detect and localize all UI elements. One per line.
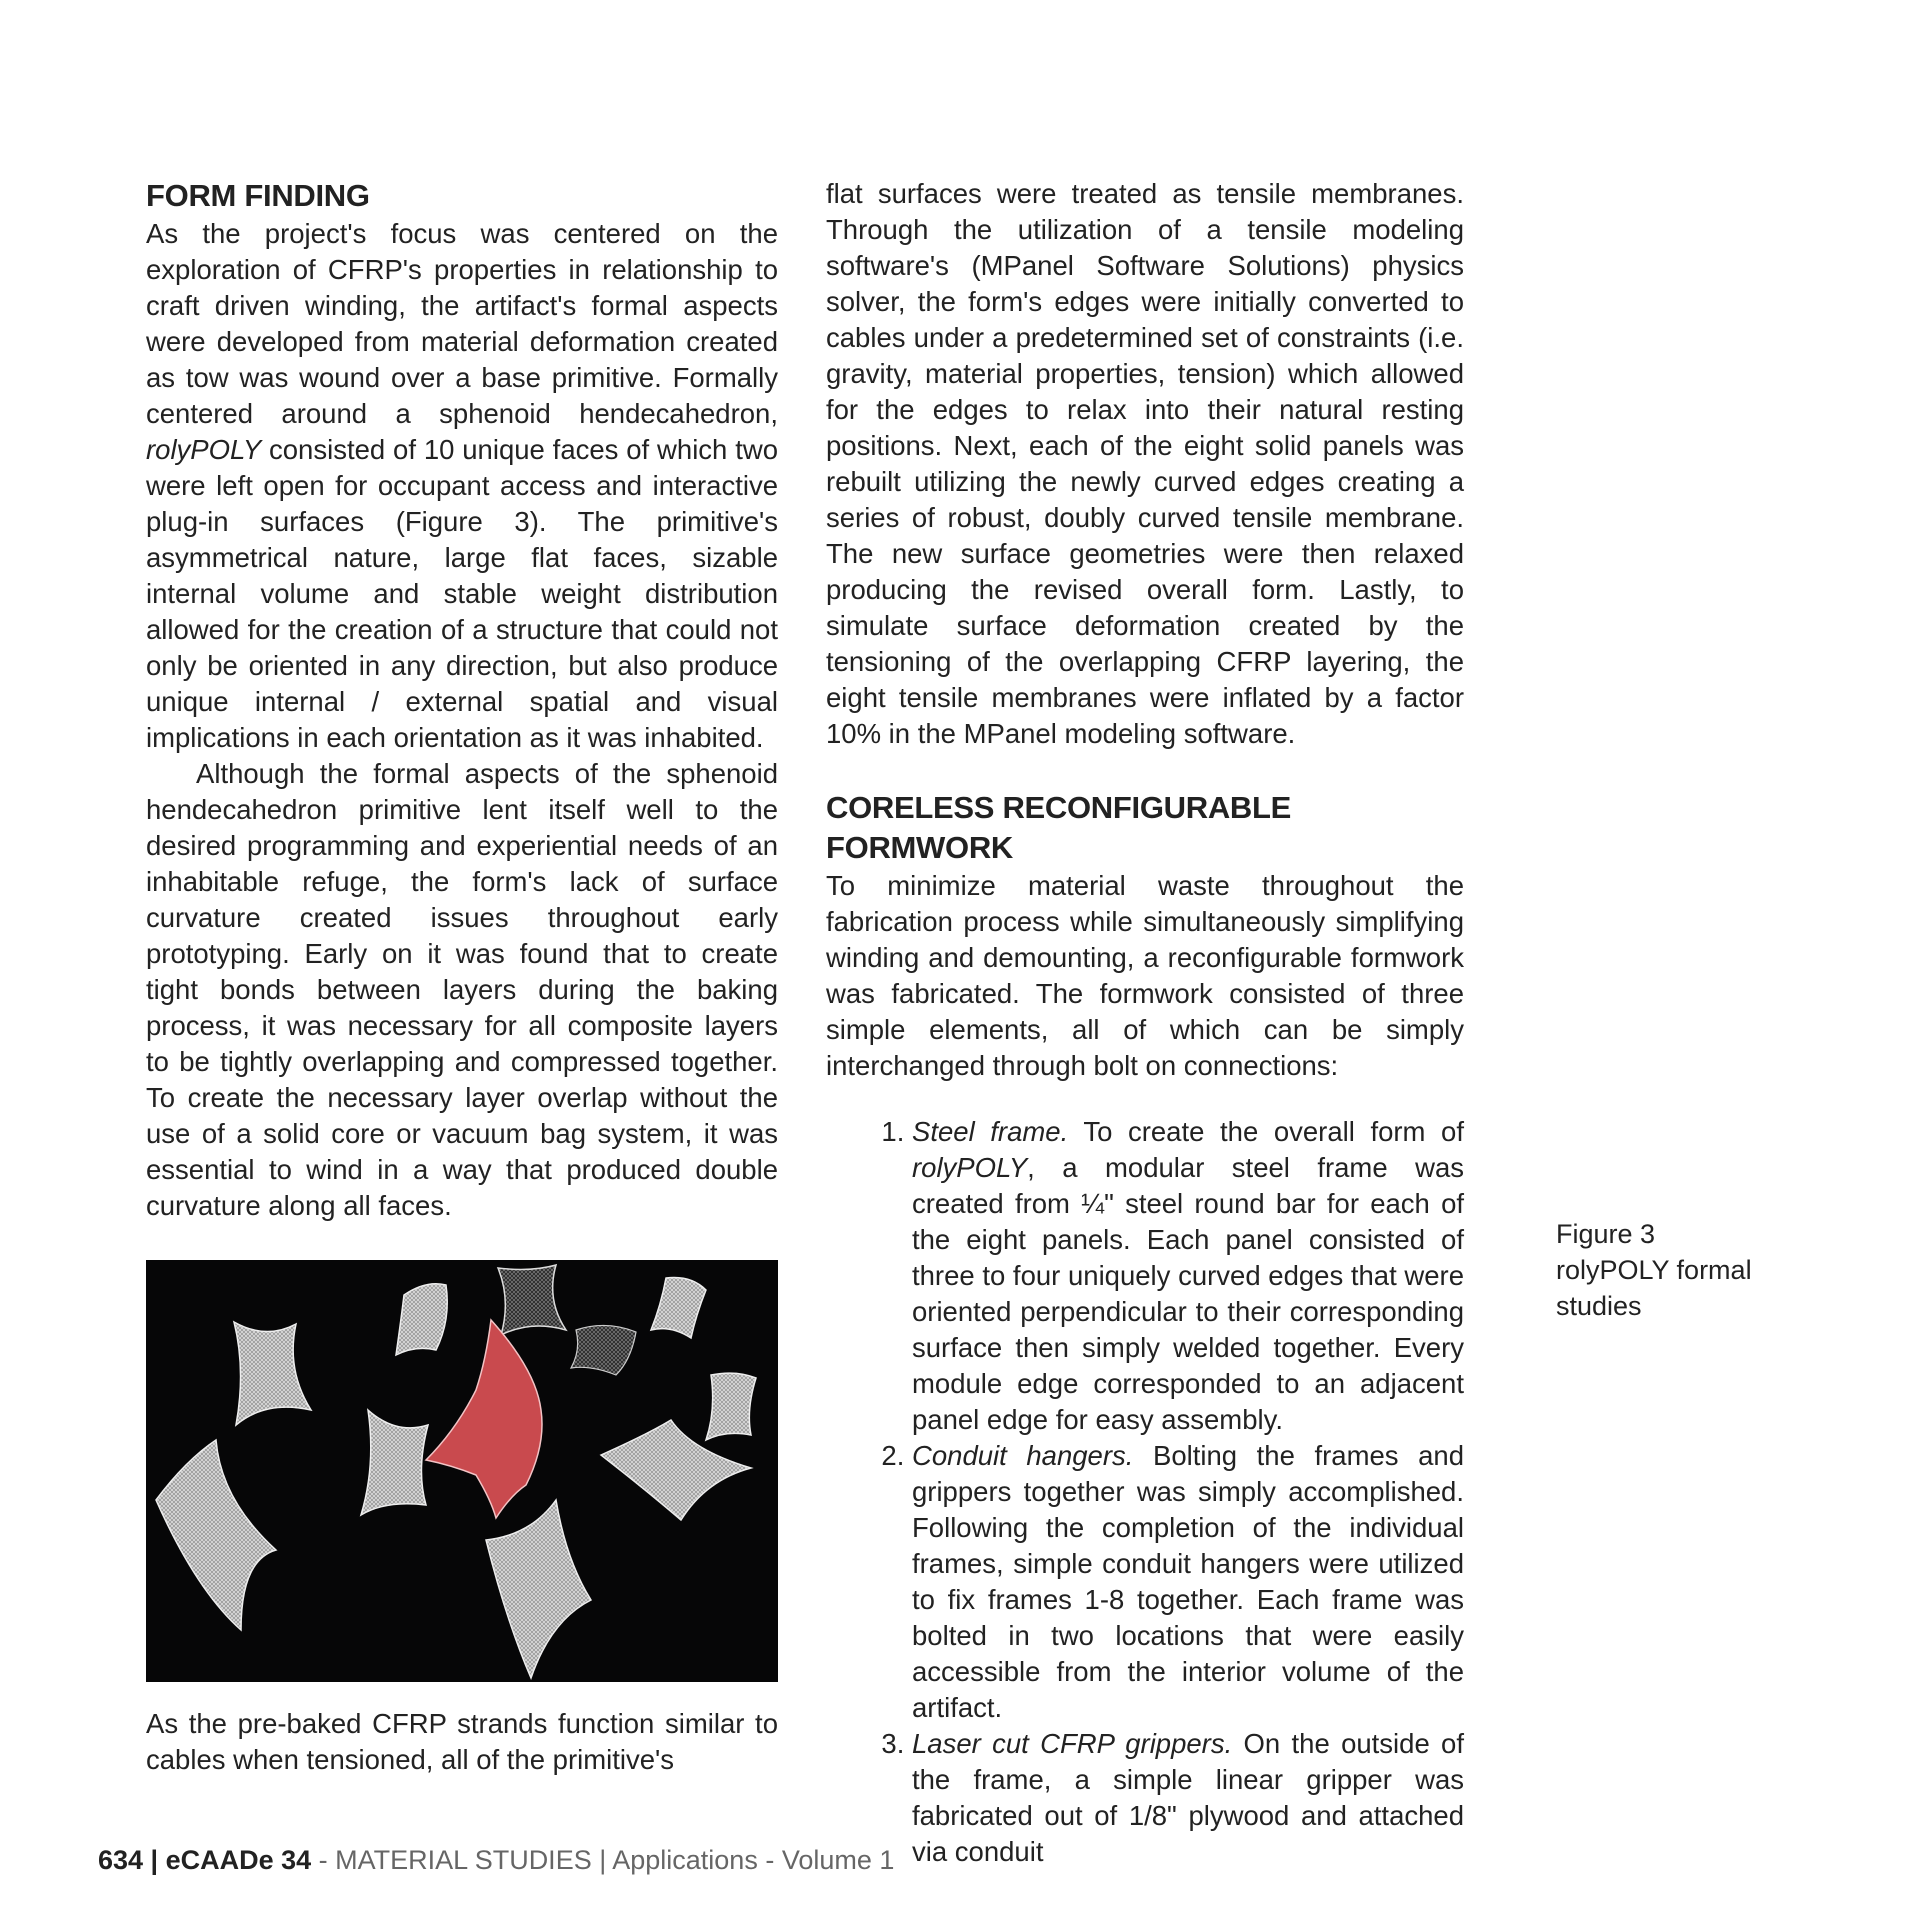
paragraph: To minimize material waste throughout the fabrication process while simultaneously simplifying winding and demounting, a reconfigurable formwork was fabricated. The formwork consisted of three simple elements, all of which can be simply interchanged through bolt on connections: (826, 870, 1464, 1081)
paragraph-text: consisted of 10 unique faces of which two were left open for occupant access and interactive plug-in surfaces (Figure 3). The primitive's asymmetrical nature, large flat faces, sizable internal volume and stable weight distribution allowed for the creation of a structure that could not only be oriented in any direction, but also produce unique internal / external spatial and visual implications in each orientation as it was inhabited. (146, 434, 778, 753)
caption-line: Figure 3 (1556, 1219, 1656, 1249)
list-item-text: , a modular steel frame was created from ¼" steel round bar for each of the eight panels. Each panel consisted of three to four uniquely curved edges that were oriented perpendicular to their corresponding surface then simply welded together. Every module edge corresponded to an adjacent panel edge for easy assembly. (912, 1152, 1464, 1435)
figure-caption (1556, 1216, 1796, 1324)
paragraph: As the pre-baked CFRP strands function similar to cables when tensioned, all of the primitive's (146, 1708, 778, 1775)
paragraph (146, 216, 778, 756)
caption-line: studies (1556, 1291, 1642, 1321)
list-item (912, 1438, 1464, 1726)
caption-line: rolyPOLY formal (1556, 1255, 1752, 1285)
italic-term: rolyPOLY (146, 434, 262, 465)
page-number: 634 | eCAADe 34 (98, 1845, 312, 1875)
list-item (912, 1114, 1464, 1438)
figure-3-image (146, 1260, 778, 1682)
section-title-coreless-formwork: CORELESS RECONFIGURABLE FORMWORK (826, 790, 1292, 865)
paragraph: Although the formal aspects of the sphenoid hendecahedron primitive lent itself well to the desired programming and experiential needs of an inhabitable refuge, the form's lack of surface curvature created issues throughout early prototyping. Early on it was found that to create tight bonds between layers during the baking process, it was necessary for all composite layers to be tightly overlapping and compressed together. To create the necessary layer overlap without the use of a solid core or vacuum bag system, it was essential to wind in a way that produced double curvature along all faces. (146, 758, 778, 1221)
running-footer: - MATERIAL STUDIES | Applications - Volume 1 (311, 1845, 895, 1875)
left-column (146, 176, 778, 1778)
list-item-text: Bolting the frames and grippers together was simply accomplished. Following the completion of the individual frames, simple conduit hangers were utilized to fix frames 1-8 together. Each frame was bolted in two locations that were easily accessible from the interior volume of the artifact. (912, 1440, 1464, 1723)
section-title-form-finding: FORM FINDING (146, 178, 370, 213)
list-item (912, 1726, 1464, 1870)
list-item-label: Steel frame. (912, 1116, 1069, 1147)
page-footer (98, 1842, 894, 1878)
paragraph: flat surfaces were treated as tensile membranes. Through the utilization of a tensile modeling software's (MPanel Software Solutions) physics solver, the form's edges were initially converted to cables under a predetermined set of constraints (i.e. gravity, material properties, tension) which allowed for the edges to relax into their natural resting positions. Next, each of the eight solid panels was rebuilt utilizing the newly curved edges creating a series of robust, doubly curved tensile membrane. The new surface geometries were then relaxed producing the revised overall form. Lastly, to simulate surface deformation created by the tensioning of the overlapping CFRP layering, the eight tensile membranes were inflated by a factor 10% in the MPanel modeling software. (826, 178, 1464, 749)
panel-shape (706, 1373, 756, 1440)
list-item-label: Laser cut CFRP grippers. (912, 1728, 1233, 1759)
list-item-text: To create the overall form of (1068, 1116, 1464, 1147)
italic-term: rolyPOLY (912, 1152, 1028, 1183)
paragraph-text: As the project's focus was centered on the exploration of CFRP's properties in relationship to craft driven winding, the artifact's formal aspects were developed from material deformation created as tow was wound over a base primitive. Formally centered around a sphenoid hendecahedron, (146, 218, 778, 429)
formwork-elements-list (826, 1114, 1464, 1870)
list-item-text: On the outside of the frame, a simple linear gripper was fabricated out of 1/8" plywood and attached via conduit (912, 1728, 1464, 1867)
list-item-label: Conduit hangers. (912, 1440, 1134, 1471)
right-column (826, 176, 1464, 1870)
